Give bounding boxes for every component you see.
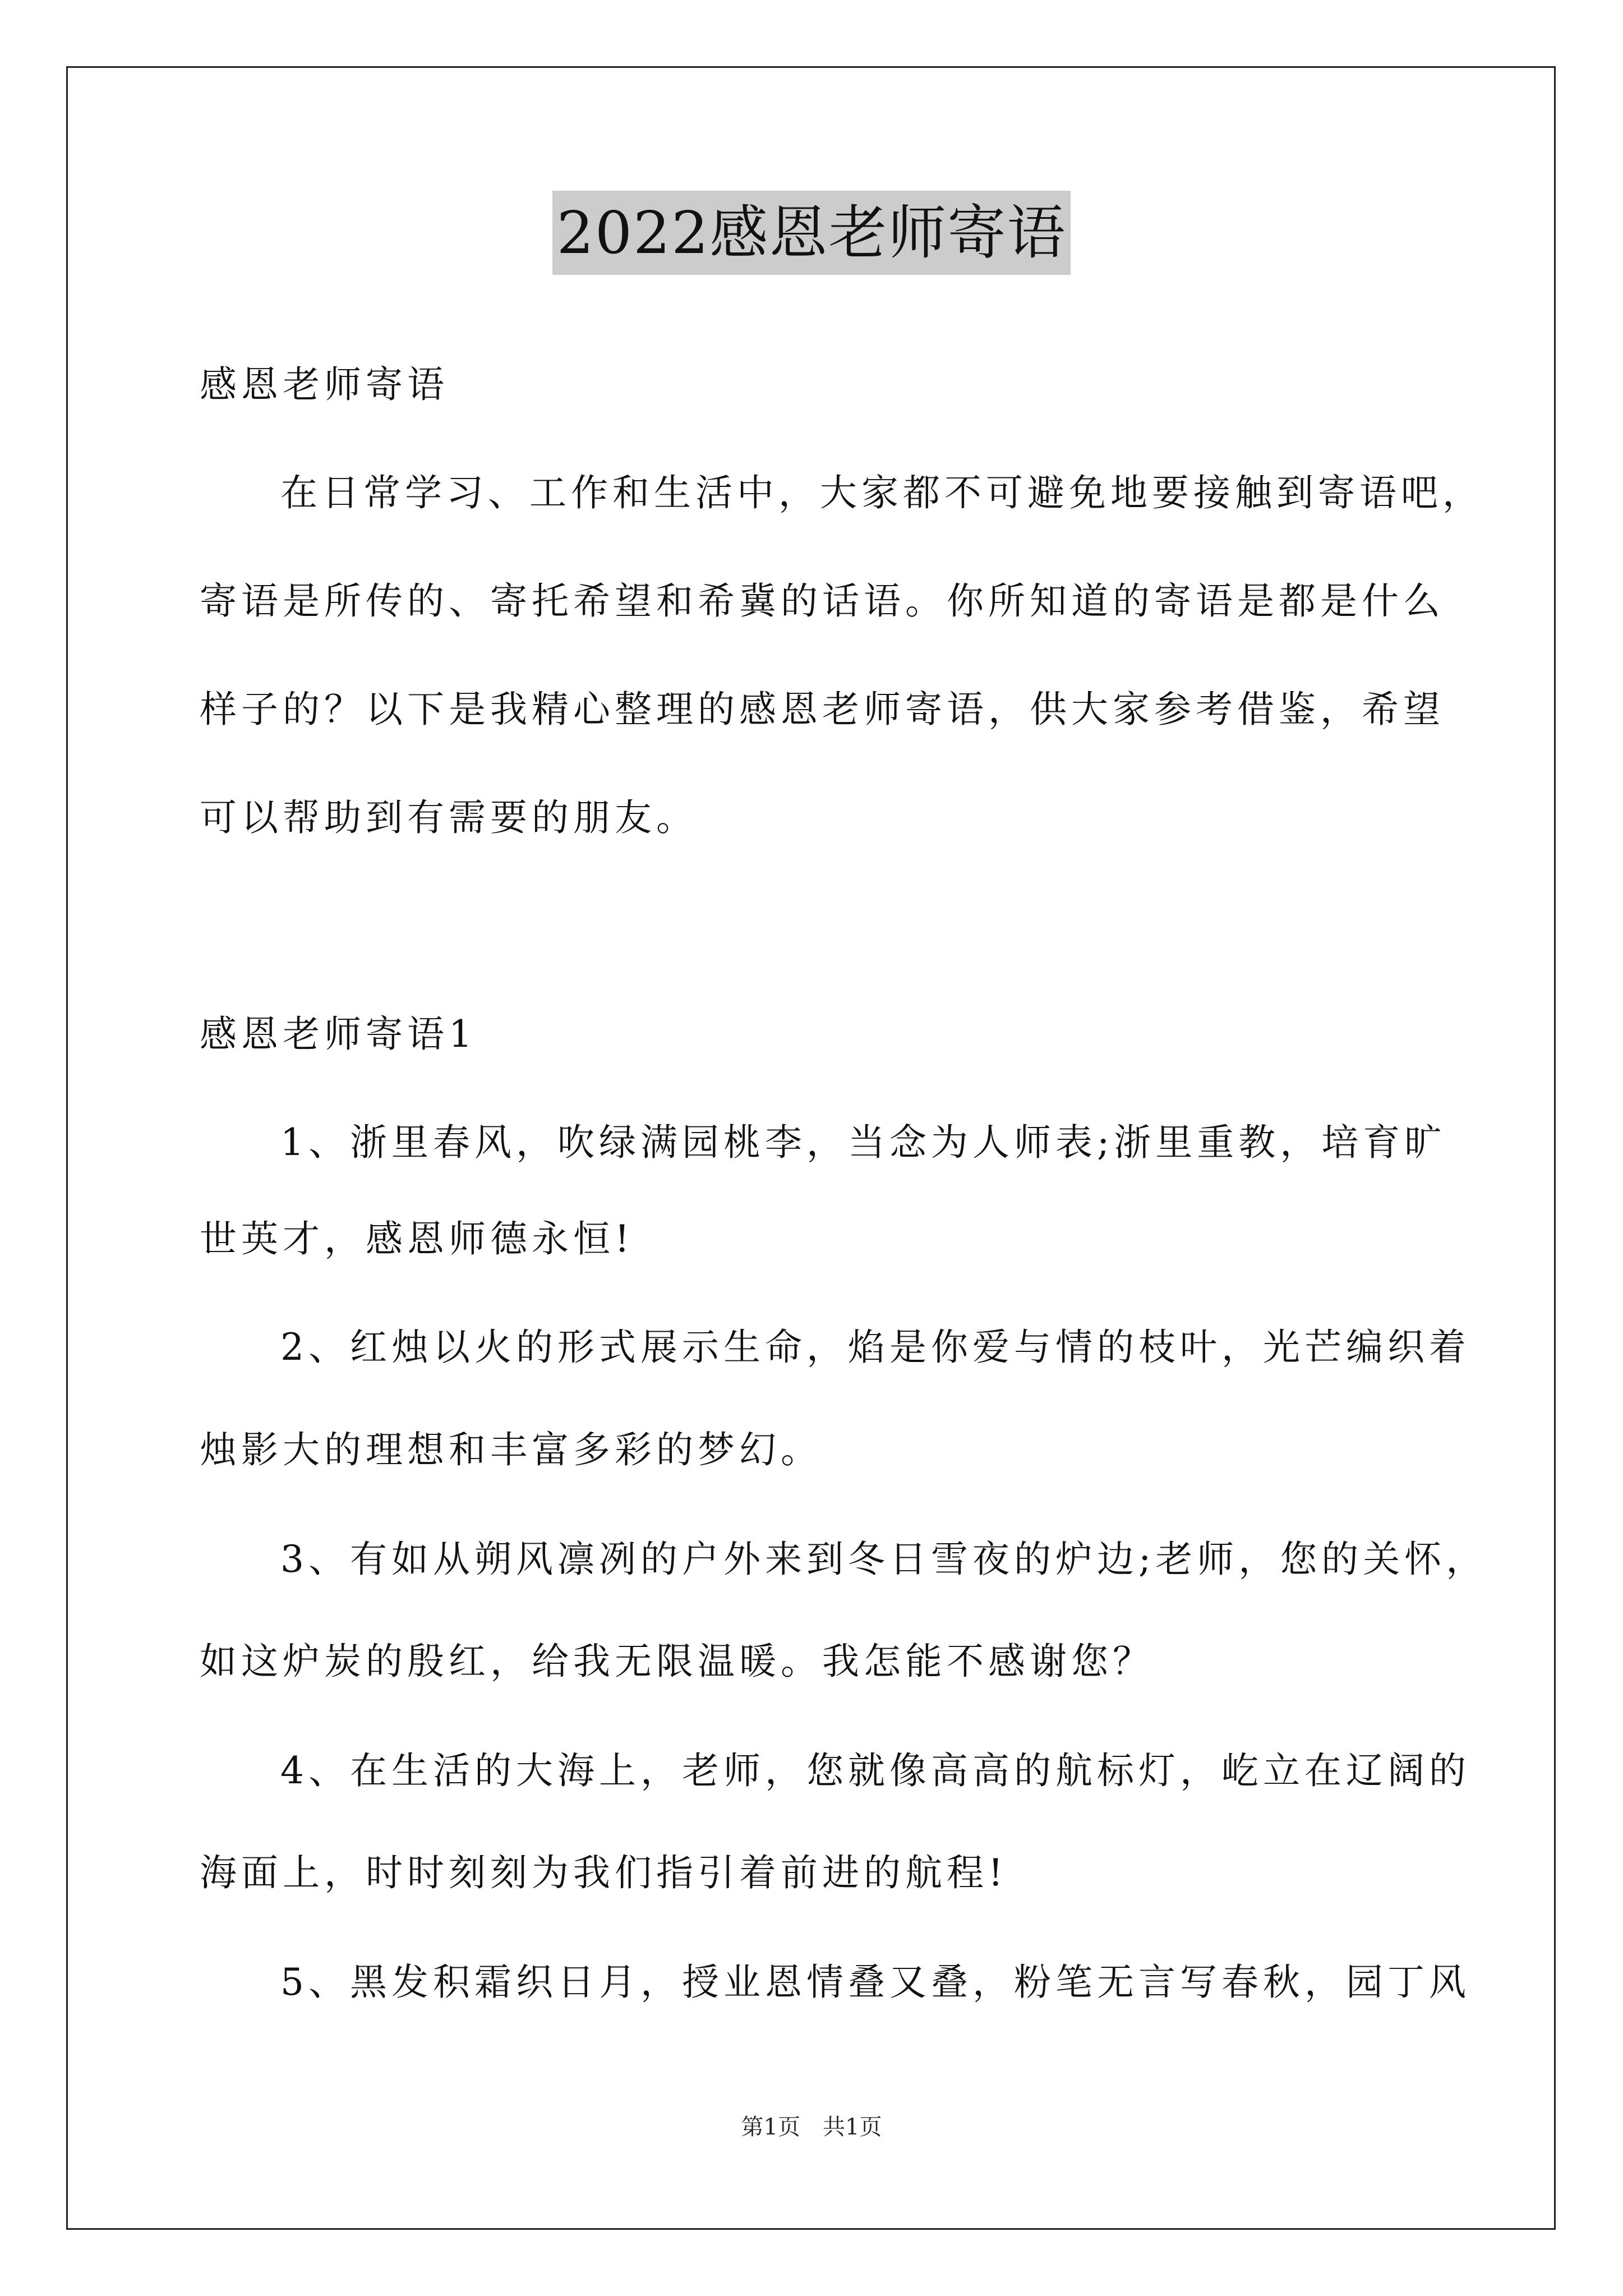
item-line: 烛影大的理想和丰富多彩的梦幻。 <box>200 1428 822 1471</box>
item-line: 1、浙里春风，吹绿满园桃李，当念为人师表;浙里重教，培育旷 <box>280 1121 1446 1164</box>
intro-line: 样子的？以下是我精心整理的感恩老师寄语，供大家参考借鉴，希望 <box>200 688 1445 731</box>
item-line: 如这炉炭的殷红，给我无限温暖。我怎能不感谢您？ <box>200 1640 1154 1683</box>
item-line: 4、在生活的大海上，老师，您就像高高的航标灯，屹立在辽阔的 <box>280 1749 1470 1792</box>
item-line: 世英才，感恩师德永恒! <box>200 1217 634 1260</box>
intro-line: 可以帮助到有需要的朋友。 <box>200 796 698 839</box>
intro-line: 寄语是所传的、寄托希望和希冀的话语。你所知道的寄语是都是什么 <box>200 579 1445 623</box>
intro-line: 在日常学习、工作和生活中，大家都不可避免地要接触到寄语吧， <box>280 471 1484 514</box>
item-line: 海面上，时时刻刻为我们指引着前进的航程! <box>200 1851 1008 1894</box>
section-heading: 感恩老师寄语1 <box>200 1013 477 1056</box>
subtitle: 感恩老师寄语 <box>200 363 449 406</box>
page-number: 第1页 共1页 <box>741 2114 882 2140</box>
document-title: 2022感恩老师寄语 <box>552 191 1071 275</box>
item-line: 5、黑发积霜织日月，授业恩情叠又叠，粉笔无言写春秋，园丁风 <box>280 1961 1470 2004</box>
item-line: 2、红烛以火的形式展示生命，焰是你爱与情的枝叶，光芒编织着 <box>280 1326 1470 1369</box>
title-container <box>0 191 1623 275</box>
item-line: 3、有如从朔风凛冽的户外来到冬日雪夜的炉边;老师，您的关怀， <box>280 1538 1488 1581</box>
